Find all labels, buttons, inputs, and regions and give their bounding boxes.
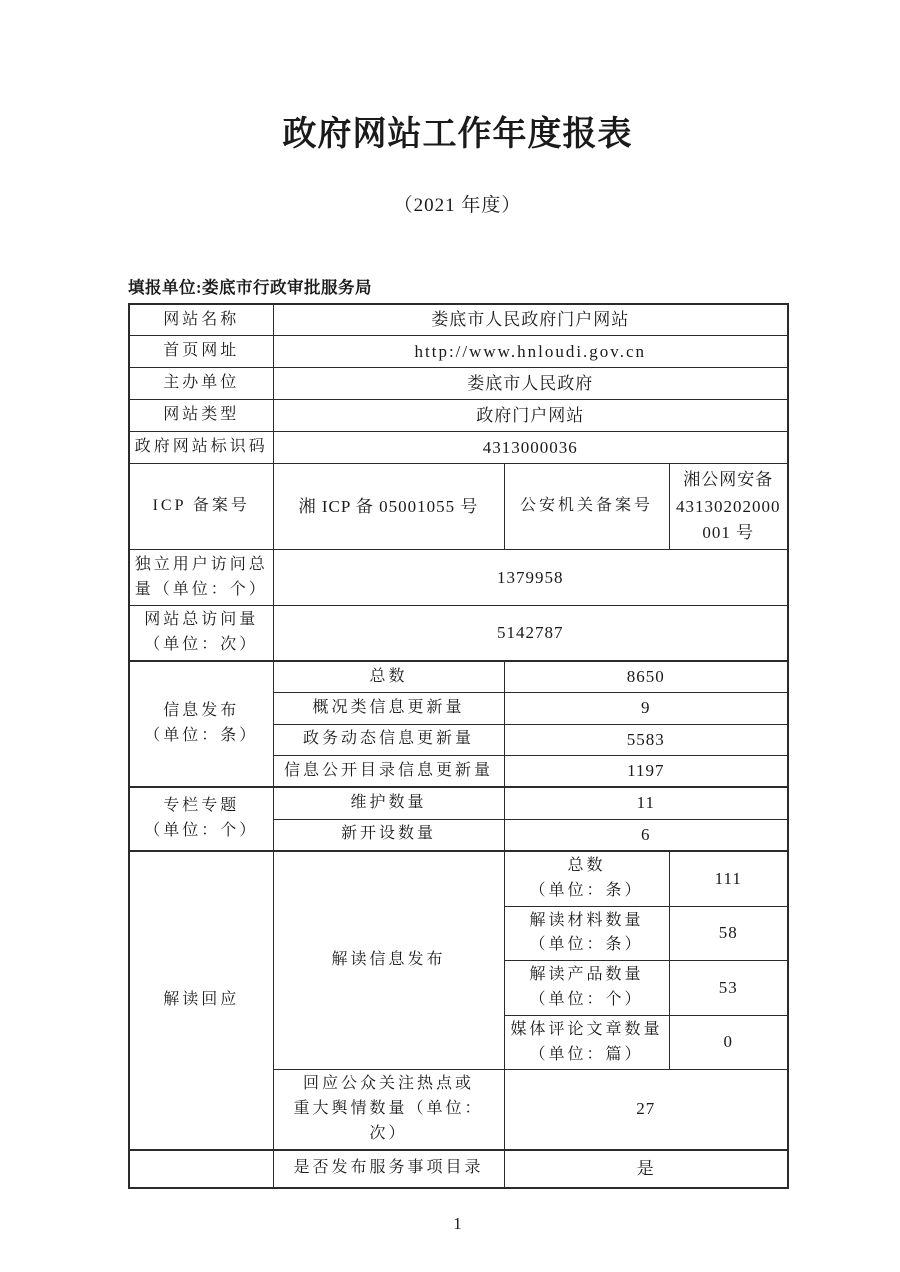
unique-visitors-value: 1379958 — [273, 550, 788, 606]
page-title: 政府网站工作年度报表 — [282, 115, 633, 153]
cell-line: （单位：条） — [144, 727, 259, 745]
cell-line: 回应公众关注热点或 — [302, 1075, 474, 1093]
cell-line: 信息发布 — [163, 702, 240, 720]
site-name-label: 网站名称 — [129, 304, 273, 336]
site-name-value: 娄底市人民政府门户网站 — [273, 304, 788, 336]
cell-line: 专栏专题 — [163, 797, 240, 815]
interp-product-label — [504, 961, 669, 1016]
cell-line: （单位：个） — [144, 822, 259, 840]
hotspot-response-value: 27 — [504, 1070, 788, 1150]
home-url-value: http://www.hnloudi.gov.cn — [273, 336, 788, 368]
service-catalog-value: 是 — [504, 1150, 788, 1188]
home-url-label: 首页网址 — [129, 336, 273, 368]
document-page — [128, 0, 787, 1234]
cell-line: 解读产品数量 — [529, 966, 644, 984]
reporting-unit: 填报单位:娄底市行政审批服务局 — [128, 277, 372, 297]
new-count-value: 6 — [504, 819, 788, 851]
empty-cell — [129, 1150, 273, 1188]
cell-line: 网站总访问量 — [144, 611, 259, 629]
total-visits-value: 5142787 — [273, 606, 788, 661]
media-comment-value: 0 — [669, 1015, 788, 1070]
cell-line: （单位：条） — [529, 881, 644, 899]
cell-line: 解读材料数量 — [529, 911, 644, 929]
cell-line: 湘公网安备 — [683, 470, 774, 490]
overview-update-label: 概况类信息更新量 — [273, 693, 504, 724]
cell-line: （单位：条） — [529, 936, 644, 954]
media-comment-label — [504, 1015, 669, 1070]
cell-line: 001 号 — [702, 523, 755, 543]
cell-line: （单位：个） — [529, 991, 644, 1009]
gov-news-update-value: 5583 — [504, 724, 788, 755]
interp-material-label — [504, 906, 669, 961]
info-publish-total-value: 8650 — [504, 661, 788, 693]
info-publish-label — [129, 661, 273, 787]
total-visits-label — [129, 606, 273, 661]
directory-update-value: 1197 — [504, 756, 788, 788]
site-type-label: 网站类型 — [129, 400, 273, 432]
interp-material-value: 58 — [669, 906, 788, 961]
service-catalog-label: 是否发布服务事项目录 — [273, 1150, 504, 1188]
maintained-count-label: 维护数量 — [273, 787, 504, 819]
site-type-value: 政府门户网站 — [273, 400, 788, 432]
page-number: 1 — [453, 1213, 462, 1233]
interpretation-label: 解读回应 — [129, 851, 273, 1150]
hotspot-response-label — [273, 1070, 504, 1150]
directory-update-label: 信息公开目录信息更新量 — [273, 756, 504, 788]
cell-line: （单位：篇） — [529, 1045, 644, 1063]
cell-line: 次） — [369, 1125, 408, 1143]
interp-product-value: 53 — [669, 961, 788, 1016]
cell-line: 重大舆情数量（单位： — [293, 1100, 484, 1118]
annual-report-table — [128, 303, 789, 1189]
interpretation-publish-label: 解读信息发布 — [273, 851, 504, 1070]
icp-filing-label: ICP 备案号 — [129, 464, 273, 550]
site-id-value: 4313000036 — [273, 432, 788, 464]
cell-line: 总数 — [567, 857, 606, 875]
special-topics-label — [129, 787, 273, 851]
gov-news-update-label: 政务动态信息更新量 — [273, 724, 504, 755]
security-filing-label: 公安机关备案号 — [504, 464, 669, 550]
unique-visitors-label — [129, 550, 273, 606]
cell-line: 独立用户访问总 — [134, 556, 268, 574]
page-subtitle: （2021 年度） — [393, 194, 522, 216]
interp-total-value: 111 — [669, 851, 788, 906]
maintained-count-value: 11 — [504, 787, 788, 819]
cell-line: 量（单位：个） — [134, 580, 268, 598]
cell-line: 43130202000 — [676, 496, 781, 516]
organizer-value: 娄底市人民政府 — [273, 368, 788, 400]
icp-filing-value: 湘 ICP 备 05001055 号 — [273, 464, 504, 550]
site-id-label: 政府网站标识码 — [129, 432, 273, 464]
new-count-label: 新开设数量 — [273, 819, 504, 851]
cell-line: （单位：次） — [144, 636, 259, 654]
interp-total-label — [504, 851, 669, 906]
info-publish-total-label: 总数 — [273, 661, 504, 693]
overview-update-value: 9 — [504, 693, 788, 724]
security-filing-value — [669, 464, 788, 550]
cell-line: 媒体评论文章数量 — [510, 1020, 663, 1038]
organizer-label: 主办单位 — [129, 368, 273, 400]
